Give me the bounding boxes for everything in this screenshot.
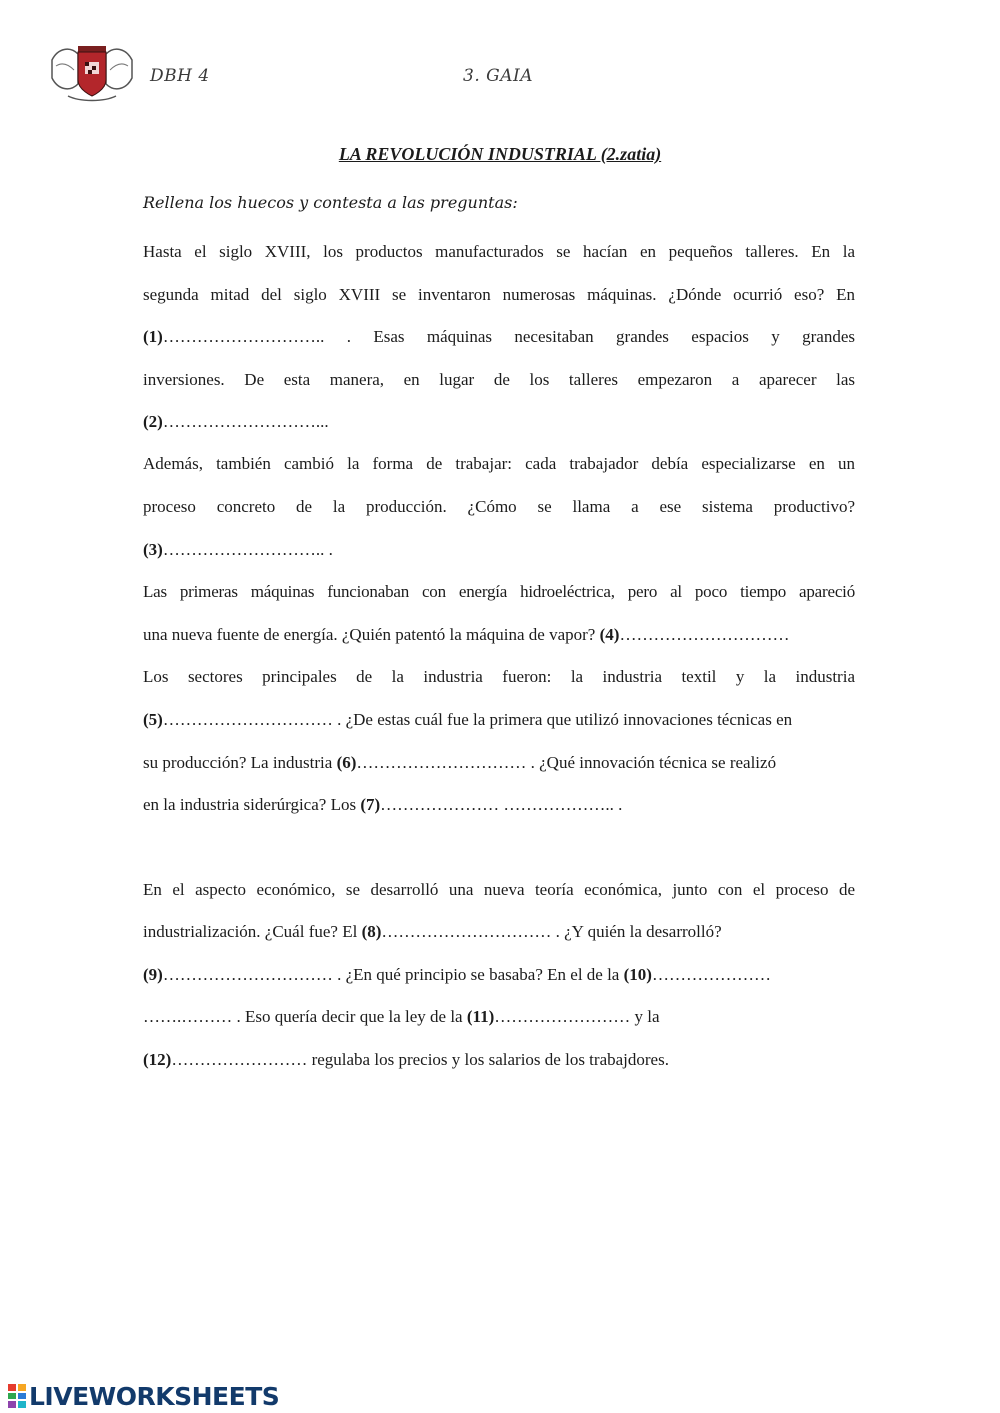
blank-number-10: (10) [623, 965, 652, 984]
blank-7-line[interactable]: ………………… ……………….. . [380, 795, 623, 814]
blank-6-line[interactable]: ………………………… . ¿Qué innovación técnica se realizó [356, 753, 777, 772]
text-line: segunda mitad del siglo XVIII se inventaron numerosas máquinas. ¿Dónde ocurrió eso? En [143, 285, 855, 304]
text-line: proceso concreto de la producción. ¿Cómo se llama a ese sistema productivo? [143, 497, 855, 516]
blank-5-line[interactable]: ………………………… . ¿De estas cuál fue la primera que utilizó innovaciones técnicas en [162, 710, 793, 729]
text-line: Además, también cambió la forma de trabajar: cada trabajador debía especializarse en un [143, 454, 855, 473]
text-line: en la industria siderúrgica? Los (7)………………… ……………….. . [143, 795, 623, 814]
blank-number-9: (9) [143, 965, 163, 984]
blank-8-line[interactable]: ………………………… . ¿Y quién la desarrolló? [381, 922, 722, 941]
text-line: una nueva fuente de energía. ¿Quién patentó la máquina de vapor? (4)………………………… [143, 625, 790, 644]
text-line: industrialización. ¿Cuál fue? El (8)………………………… . ¿Y quién la desarrolló? [143, 922, 722, 941]
blank-12-line[interactable]: …………………… regulaba los precios y los salarios de los trabajdores. [171, 1050, 669, 1069]
unit-label: 3. GAIA [463, 66, 533, 86]
instructions: Rellena los huecos y contesta a las preguntas: [143, 193, 518, 212]
blank-number-6: (6) [336, 753, 357, 772]
blank-number-8: (8) [361, 922, 382, 941]
blank-number-3: (3) [143, 540, 163, 559]
blank-number-11: (11) [466, 1007, 495, 1026]
blank-number-7: (7) [360, 795, 381, 814]
blank-number-5: (5) [143, 710, 163, 729]
blank-number-12: (12) [143, 1050, 172, 1069]
text-line [143, 538, 855, 562]
blank-number-4: (4) [599, 625, 620, 644]
text-line: Las primeras máquinas funcionaban con energía hidroeléctrica, pero al poco tiempo apareció [143, 582, 855, 601]
course-label: DBH 4 [150, 66, 210, 86]
blank-4-line[interactable]: ………………………… [619, 625, 790, 644]
blank-3-line[interactable]: ……………………….. . [162, 540, 333, 559]
blank-11-line[interactable]: …………………… y la [494, 1007, 660, 1026]
text-line: Hasta el siglo XVIII, los productos manufacturados se hacían en pequeños talleres. En la [143, 242, 855, 261]
blank-number-1: (1) [143, 327, 163, 346]
blank-10-line[interactable]: ………………… [651, 965, 771, 984]
liveworksheets-logo[interactable] [8, 1381, 279, 1411]
text-line [143, 963, 855, 987]
page-title: LA REVOLUCIÓN INDUSTRIAL (2.zatia) [338, 144, 662, 164]
brand-text: LIVEWORKSHEETS [29, 1381, 280, 1411]
blank-number-2: (2) [143, 412, 163, 431]
liveworksheets-grid-icon [8, 1384, 26, 1408]
blank-9-line[interactable]: ………………………… . ¿En qué principio se basaba? En el de la [162, 965, 620, 984]
text-line: su producción? La industria (6)………………………… . ¿Qué innovación técnica se realizó [143, 753, 777, 772]
blank-1-line[interactable]: ……………………….. . Esas máquinas necesitaban grandes espacios y grandes [162, 327, 855, 346]
text-line [143, 325, 855, 349]
text-line [143, 410, 855, 434]
text-line: Los sectores principales de la industria fueron: la industria textil y la industria [143, 667, 855, 686]
school-crest-logo [48, 40, 136, 104]
text-line: …….……… . Eso quería decir que la ley de la (11)…………………… y la [143, 1007, 660, 1026]
text-line: En el aspecto económico, se desarrolló una nueva teoría económica, junto con el proceso de [143, 880, 855, 899]
text-line: inversiones. De esta manera, en lugar de los talleres empezaron a aparecer las [143, 370, 855, 389]
text-line [143, 1048, 855, 1072]
text-line [143, 708, 855, 732]
blank-2-line[interactable]: ………………………... [162, 412, 329, 431]
